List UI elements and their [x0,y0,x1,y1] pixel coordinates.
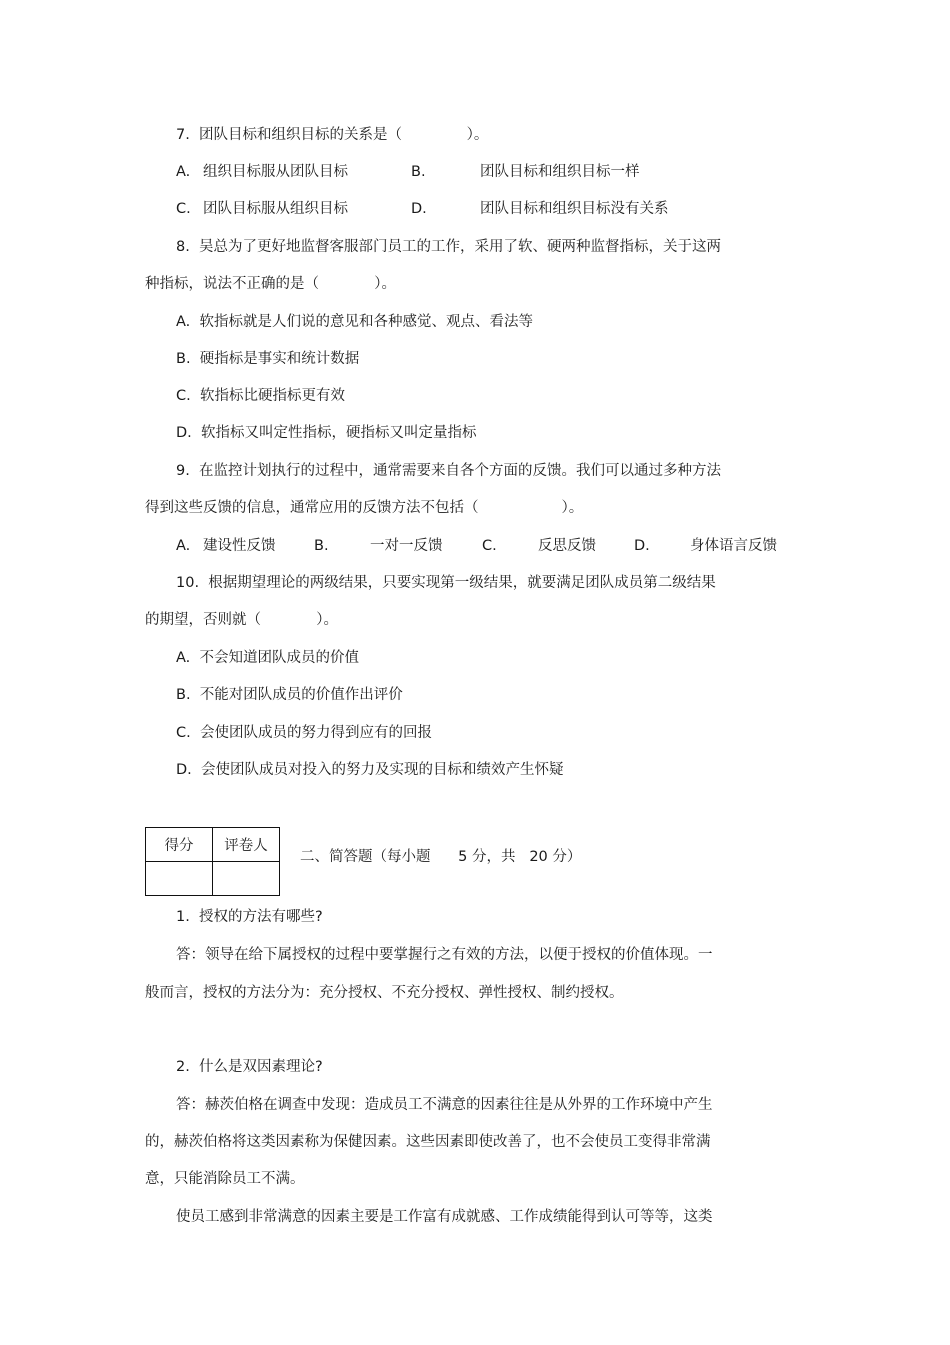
sq1-question: 1. 授权的方法有哪些? [176,909,323,925]
q10-option-c: C. 会使团队成员的努力得到应有的回报 [176,725,432,741]
sq2-answer-line1: 答：赫茨伯格在调查中发现：造成员工不满意的因素往往是从外界的工作环境中产生 [176,1097,713,1113]
sq2-answer-line2: 的，赫茨伯格将这类因素称为保健因素。这些因素即使改善了，也不会使员工变得非常满 [145,1134,711,1150]
q10-option-a: A. 不会知道团队成员的价值 [176,650,359,666]
q9-option-a-text: 建设性反馈 [203,538,276,554]
sq2-answer-line3: 意，只能消除员工不满。 [145,1171,305,1187]
q8-stem-line2: 种指标，说法不正确的是（ ）。 [145,276,397,292]
q7-option-b-letter: B. [411,164,426,180]
sq2-question: 2. 什么是双因素理论? [176,1059,323,1075]
sq1-answer-line1: 答：领导在给下属授权的过程中要掌握行之有效的方法，以便于授权的价值体现。一 [176,947,713,963]
sq2-answer-line4: 使员工感到非常满意的因素主要是工作富有成就感、工作成绩能得到认可等等，这类 [176,1209,713,1225]
q9-option-b-letter: B. [314,538,329,554]
q7-option-c-letter: C. [176,201,191,217]
score-table-header-row [146,828,280,862]
q8-option-a: A. 软指标就是人们说的意见和各种感觉、观点、看法等 [176,314,533,330]
q9-option-d-text: 身体语言反馈 [690,538,777,554]
q9-option-c-text: 反思反馈 [538,538,596,554]
q7-stem: 7. 团队目标和组织目标的关系是（ ）。 [176,127,489,143]
q10-stem-line2: 的期望，否则就（ ）。 [145,612,339,628]
q9-option-a-letter: A. [176,538,191,554]
q7-option-d-text: 团队目标和组织目标没有关系 [480,201,669,217]
grader-value-cell[interactable] [213,862,280,896]
q10-stem-line1: 10. 根据期望理论的两级结果，只要实现第一级结果，就要满足团队成员第二级结果 [176,575,716,591]
q9-stem-line2: 得到这些反馈的信息，通常应用的反馈方法不包括（ ）。 [145,500,584,516]
q7-option-a-letter: A. [176,164,191,180]
score-table [145,827,280,896]
q9-option-b-text: 一对一反馈 [370,538,443,554]
score-label: 得分 [146,828,213,862]
q8-option-c: C. 软指标比硬指标更有效 [176,388,345,404]
q8-option-d: D. 软指标又叫定性指标，硬指标又叫定量指标 [176,425,477,441]
q8-option-b: B. 硬指标是事实和统计数据 [176,351,360,367]
q7-option-d-letter: D. [411,201,427,217]
sq1-answer-line2: 般而言，授权的方法分为：充分授权、不充分授权、弹性授权、制约授权。 [145,985,624,1001]
section2-title: 二、简答题（每小题 5 分，共 20 分） [300,849,582,865]
score-table-value-row [146,862,280,896]
q9-stem-line1: 9. 在监控计划执行的过程中，通常需要来自各个方面的反馈。我们可以通过多种方法 [176,463,722,479]
q7-option-b-text: 团队目标和组织目标一样 [480,164,640,180]
q7-option-a-text: 组织目标服从团队目标 [203,164,348,180]
q10-option-d: D. 会使团队成员对投入的努力及实现的目标和绩效产生怀疑 [176,762,564,778]
q9-option-d-letter: D. [634,538,650,554]
q10-option-b: B. 不能对团队成员的价值作出评价 [176,687,403,703]
q7-option-c-text: 团队目标服从组织目标 [203,201,348,217]
score-value-cell[interactable] [146,862,213,896]
q9-option-c-letter: C. [482,538,497,554]
grader-label: 评卷人 [213,828,280,862]
q8-stem-line1: 8. 吴总为了更好地监督客服部门员工的工作，采用了软、硬两种监督指标，关于这两 [176,239,722,255]
